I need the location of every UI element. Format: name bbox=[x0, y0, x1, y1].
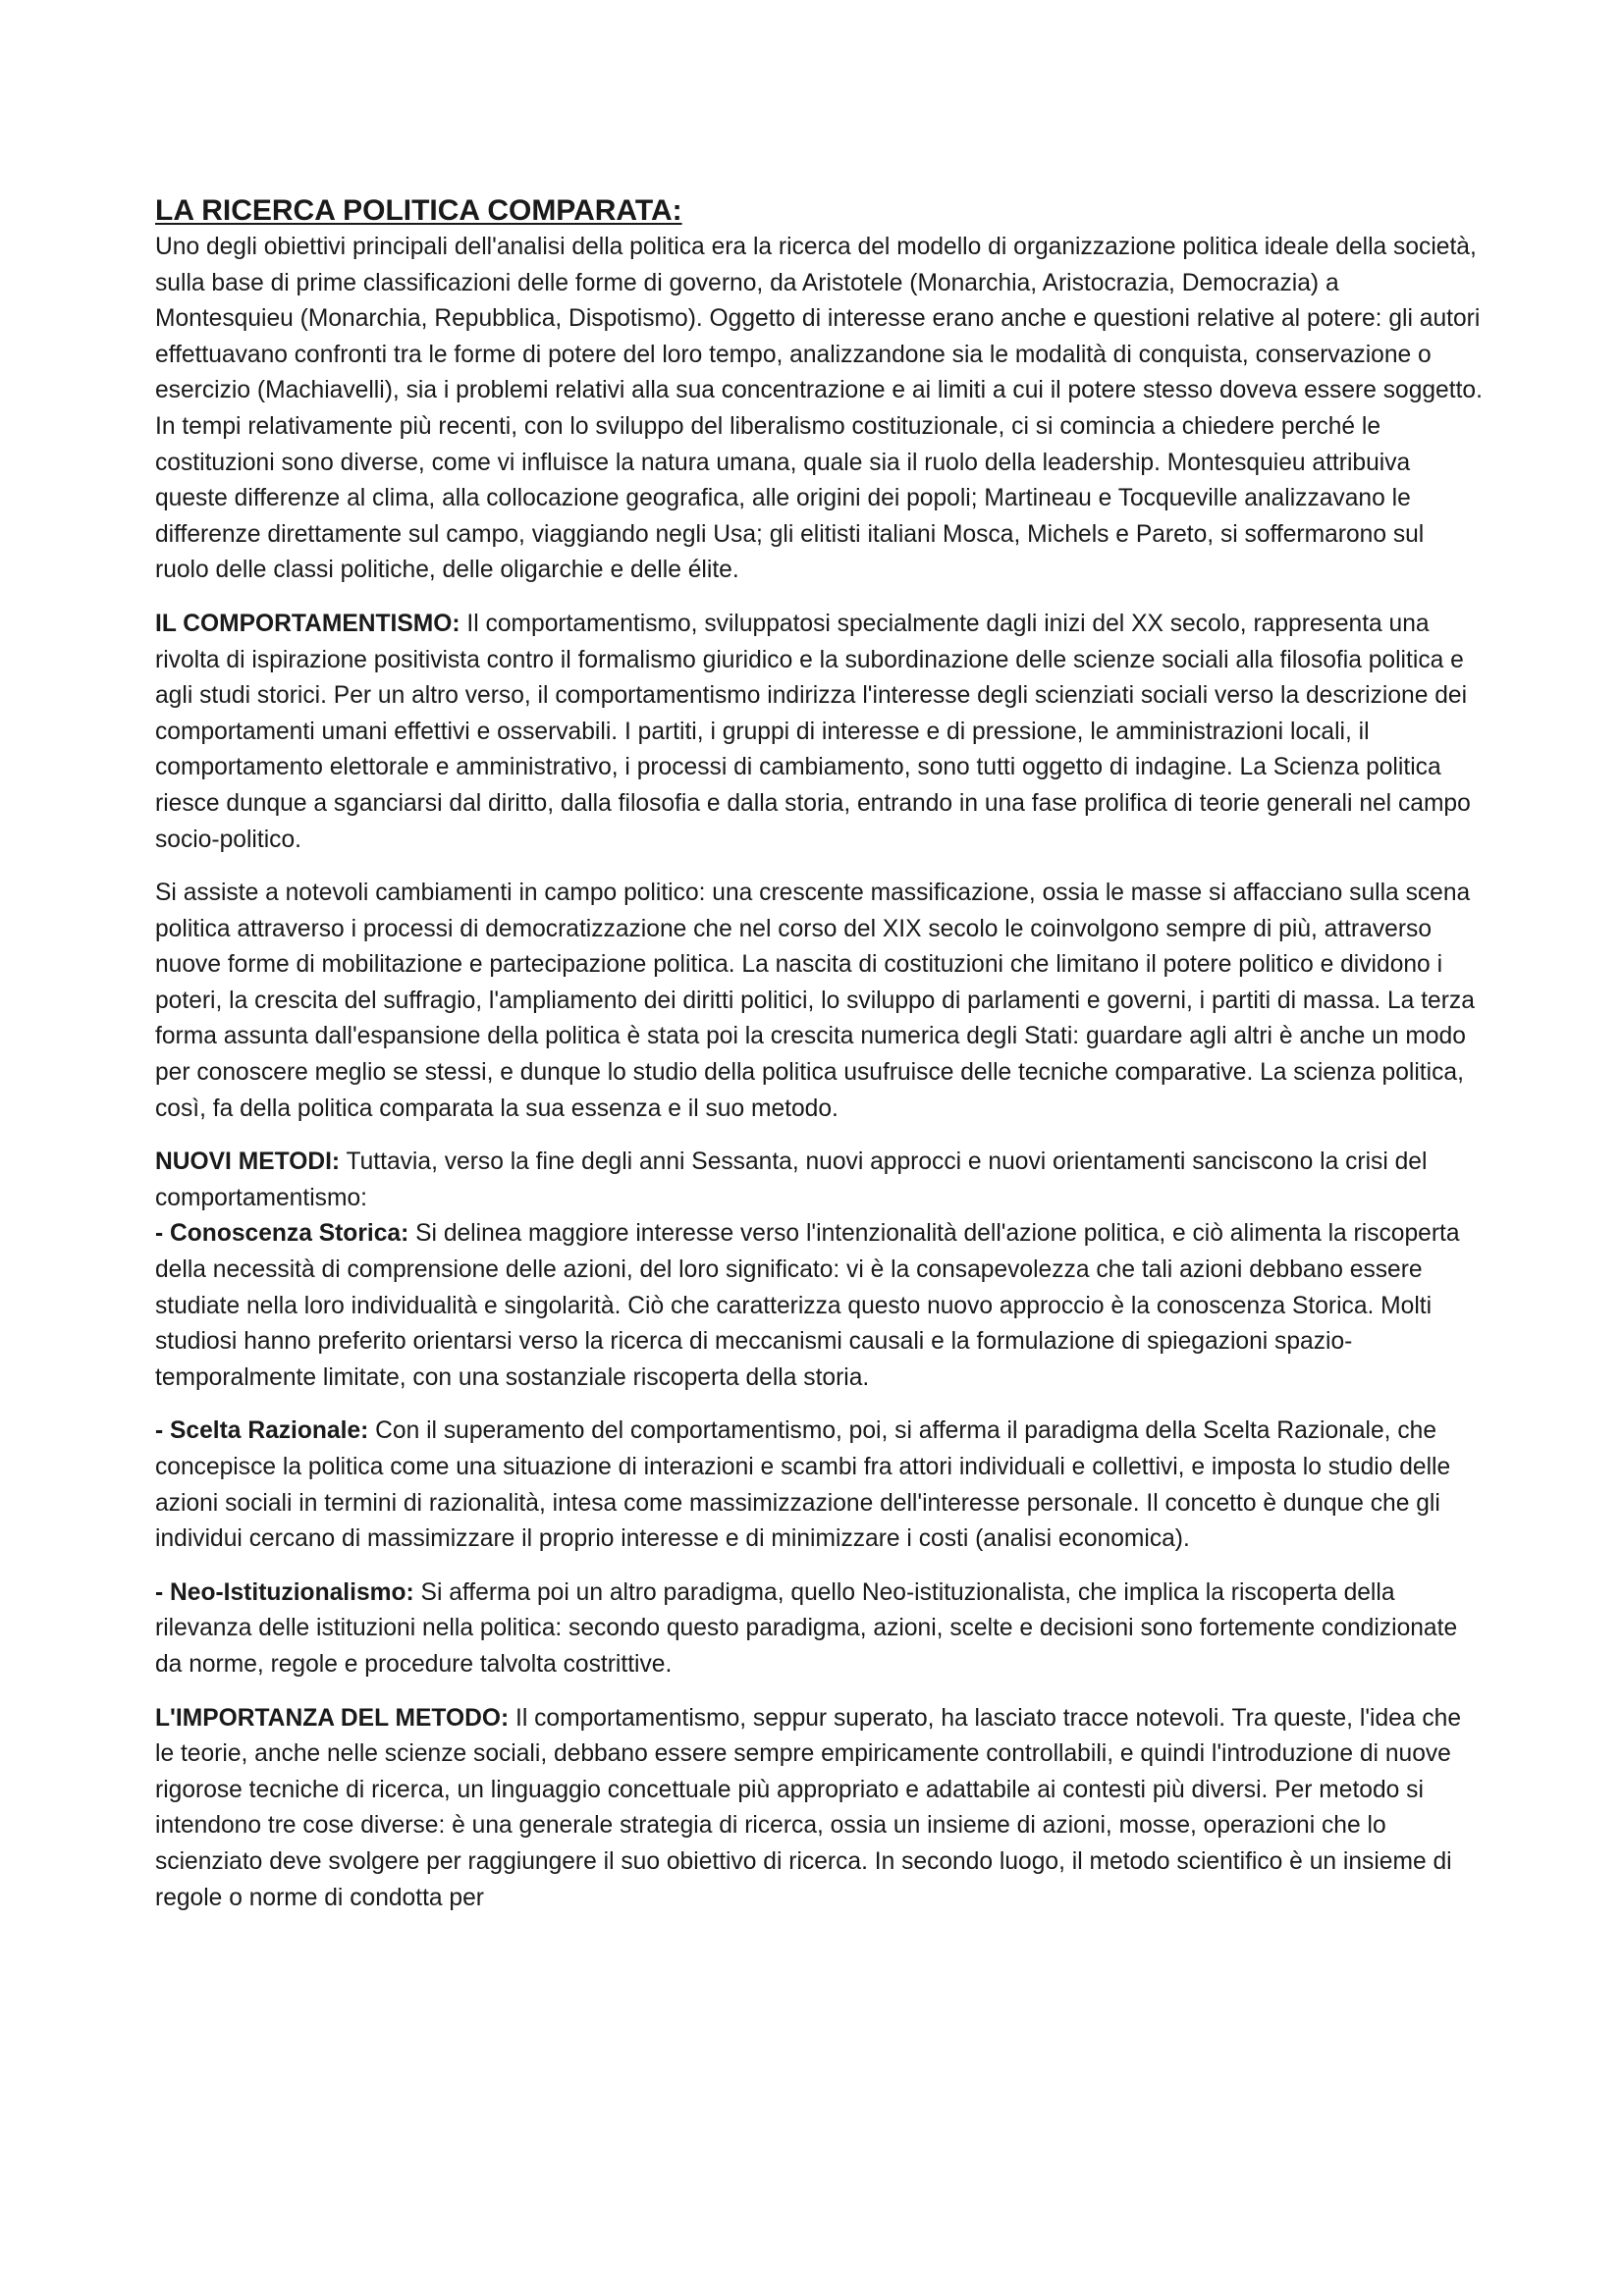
metodo-paragraph bbox=[155, 1701, 1483, 1917]
neo-istituzionalismo-label: - Neo-Istituzionalismo: bbox=[155, 1578, 414, 1606]
conoscenza-storica-label: - Conoscenza Storica: bbox=[155, 1220, 409, 1248]
nuovi-metodi-text: Tuttavia, verso la fine degli anni Sessanta, nuovi approcci e nuovi orientamenti sanciscono la crisi del comportamentismo: bbox=[155, 1148, 1428, 1211]
comportamentismo-text: Il comportamentismo, sviluppatosi specialmente dagli inizi del XX secolo, rappresenta una rivolta di ispirazione positivista contro il formalismo giuridico e la subordinazione delle scienze sociali alla filosofia politica e agli studi storici. Per un altro verso, il comportamentismo indirizza l'interesse degli scienziati sociali verso la descrizione dei comportamenti umani effettivi e osservabili. I partiti, i gruppi di interesse e di pressione, le amministrazioni locali, il comportamento elettorale e amministrativo, i processi di cambiamento, sono tutti oggetto di indagine. La Scienza politica riesce dunque a sganciarsi dal diritto, dalla filosofia e dalla storia, entrando in una fase prolifica di teorie generali nel campo socio-politico. bbox=[155, 610, 1471, 853]
nuovi-metodi-paragraph bbox=[155, 1145, 1483, 1216]
nuovi-metodi-heading: NUOVI METODI: bbox=[155, 1148, 341, 1176]
scelta-razionale-label: - Scelta Razionale: bbox=[155, 1417, 369, 1445]
massificazione-paragraph: Si assiste a notevoli cambiamenti in campo politico: una crescente massificazione, ossia le masse si affacciano sulla scena politica attraverso i processi di democratizzazione che nel corso del XIX secolo le coinvolgono sempre di più, attraverso nuove forme di mobilitazione e partecipazione politica. La nascita di costituzioni che limitano il potere politico e dividono i poteri, la crescita del suffragio, l'ampliamento dei diritti politici, lo sviluppo di parlamenti e governi, i partiti di massa. La terza forma assunta dall'espansione della politica è stata poi la crescita numerica degli Stati: guardare agli altri è anche un modo per conoscere meglio se stessi, e dunque lo studio della politica usufruisce delle tecniche comparative. La scienza politica, così, fa della politica comparata la sua essenza e il suo metodo. bbox=[155, 880, 1475, 1122]
scelta-razionale-text: Con il superamento del comportamentismo, poi, si afferma il paradigma della Scelta Razionale, che concepisce la politica come una situazione di interazioni e scambi fra attori individuali e collettivi, e imposta lo studio delle azioni sociali in termini di razionalità, intesa come massimizzazione dell'interesse personale. Il concetto è dunque che gli individui cercano di massimizzare il proprio interesse e di minimizzare i costi (analisi economica). bbox=[155, 1417, 1451, 1553]
page-title: LA RICERCA POLITICA COMPARATA: bbox=[155, 194, 682, 227]
metodo-text: Il comportamentismo, seppur superato, ha lasciato tracce notevoli. Tra queste, l'idea che le teorie, anche nelle scienze sociali, debbano essere sempre empiricamente controllabili, e quindi l'introduzione di nuove rigorose tecniche di ricerca, un linguaggio concettuale più appropriato e adattabile ai contesti più diversi. Per metodo si intendono tre cose diverse: è una generale strategia di ricerca, ossia un insieme di azioni, mosse, operazioni che lo scienziato deve svolgere per raggiungere il suo obiettivo di ricerca. In secondo luogo, il metodo scientifico è un insieme di regole o norme di condotta per bbox=[155, 1704, 1461, 1911]
comportamentismo-heading: IL COMPORTAMENTISMO: bbox=[155, 610, 460, 637]
metodo-heading: L'IMPORTANZA DEL METODO: bbox=[155, 1704, 510, 1732]
list-item-neo-istituzionalismo bbox=[155, 1575, 1483, 1683]
list-item-conoscenza-storica bbox=[155, 1216, 1483, 1396]
comportamentismo-paragraph bbox=[155, 607, 1483, 858]
neo-istituzionalismo-text: Si afferma poi un altro paradigma, quello Neo-istituzionalista, che implica la riscoperta della rilevanza delle istituzioni nella politica: secondo questo paradigma, azioni, scelte e decisioni sono fortemente condizionate da norme, regole e procedure talvolta costrittive. bbox=[155, 1578, 1458, 1678]
intro-paragraph: Uno degli obiettivi principali dell'analisi della politica era la ricerca del modello di organizzazione politica ideale della società, sulla base di prime classificazioni delle forme di governo, da Aristotele (Monarchia, Aristocrazia, Democrazia) a Montesquieu (Monarchia, Repubblica, Dispotismo). Oggetto di interesse erano anche e questioni relative al potere: gli autori effettuavano confronti tra le forme di potere del loro tempo, analizzandone sia le modalità di conquista, conservazione o esercizio (Machiavelli), sia i problemi relativi alla sua concentrazione e ai limiti a cui il potere stesso doveva essere soggetto. In tempi relativamente più recenti, con lo sviluppo del liberalismo costituzionale, ci si comincia a chiedere perché le costituzioni sono diverse, come vi influisce la natura umana, quale sia il ruolo della leadership. Montesquieu attribuiva queste differenze al clima, alla collocazione geografica, alle origini dei popoli; Martineau e Tocqueville analizzavano le differenze direttamente sul campo, viaggiando negli Usa; gli elitisti italiani Mosca, Michels e Pareto, si soffermarono sul ruolo delle classi politiche, delle oligarchie e delle élite. bbox=[155, 234, 1483, 584]
list-item-scelta-razionale bbox=[155, 1414, 1483, 1557]
conoscenza-storica-text: Si delinea maggiore interesse verso l'intenzionalità dell'azione politica, e ciò alimenta la riscoperta della necessità di comprensione delle azioni, del loro significato: vi è la consapevolezza che tali azioni debbano essere studiate nella loro individualità e singolarità. Ciò che caratterizza questo nuovo approccio è la conoscenza Storica. Molti studiosi hanno preferito orientarsi verso la ricerca di meccanismi causali e la formulazione di spiegazioni spazio-temporalmente limitate, con una sostanziale riscoperta della storia. bbox=[155, 1220, 1460, 1391]
document-body bbox=[155, 192, 1483, 1916]
